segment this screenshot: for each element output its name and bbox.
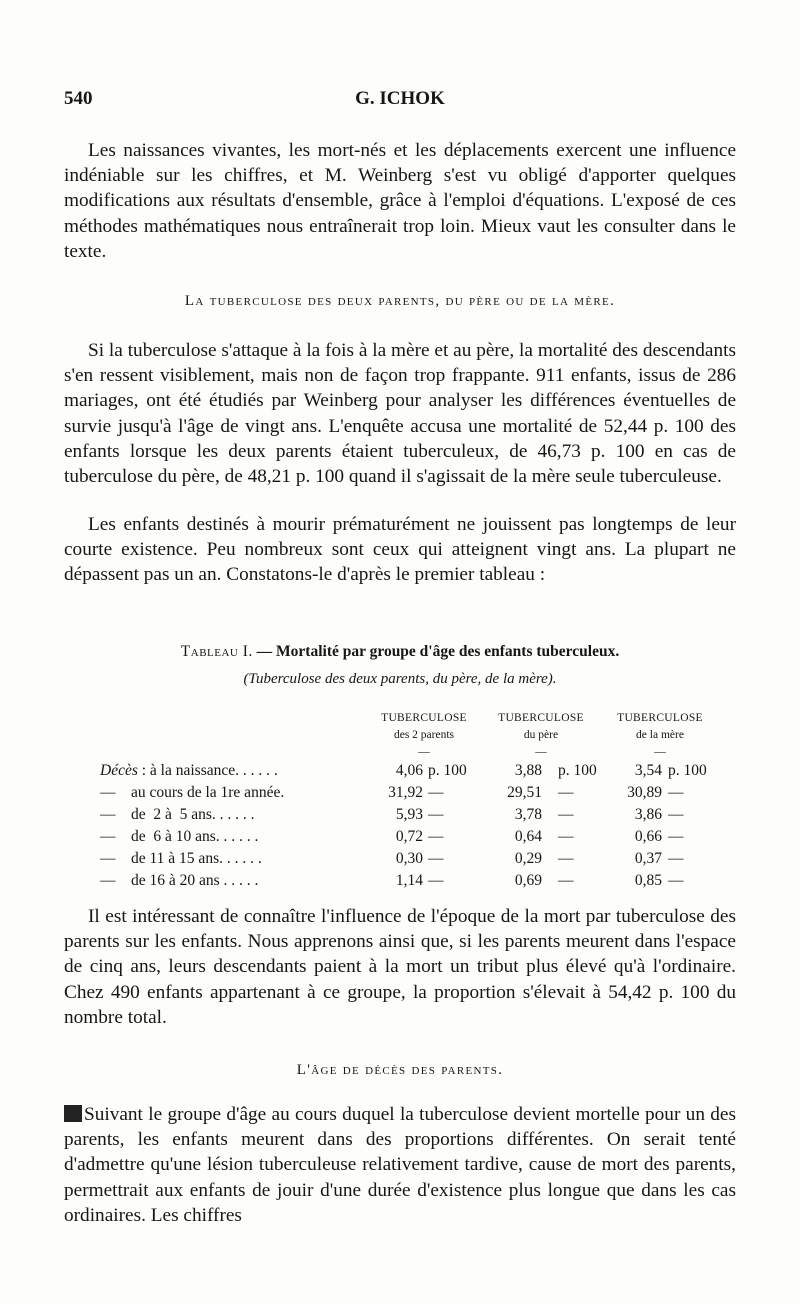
- page-number: 540: [64, 88, 93, 109]
- column-header-dash: —: [535, 746, 547, 758]
- cell-value: 0,29: [514, 850, 542, 867]
- cell-value: 3,78: [514, 806, 542, 823]
- table-row: [100, 806, 720, 828]
- cell-unit: —: [428, 828, 444, 845]
- row-label: — de 6 à 10 ans. . . . . .: [100, 828, 259, 845]
- column-header-line2: de la mère: [636, 729, 684, 741]
- cell-unit: —: [558, 806, 574, 823]
- column-header-mother: [600, 710, 720, 761]
- cell-unit: —: [558, 784, 574, 801]
- paragraph-weinberg-study: Si la tuberculose s'attaque à la fois à la mère et au père, la mortalité des descendants s'en ressent visiblement, mais non de façon trop frappante. 911 enfants, issus de 286 mariages, ont été étudiés par Weinberg pour analyser les différences éventuelles de survie jusqu'à l'âge de vingt ans. L'enquête accusa une mortalité de 52,44 p. 100 des enfants lorsque les deux parents étaient tuberculeux, de 46,73 p. 100 en cas de tuberculose du père, de 48,21 p. 100 quand il s'agissait de la mère seule tuberculeuse.: [64, 340, 736, 488]
- column-header-dash: —: [418, 746, 430, 758]
- cell-unit: —: [668, 784, 684, 801]
- cell-value: 0,64: [514, 828, 542, 845]
- cell-value: 0,66: [634, 828, 662, 845]
- column-header-line1: TUBERCULOSE: [617, 712, 703, 724]
- table-row: [100, 850, 720, 872]
- cell-unit: —: [428, 784, 444, 801]
- cell-value: 0,69: [514, 872, 542, 889]
- column-header-line1: TUBERCULOSE: [381, 712, 467, 724]
- cell-unit: —: [428, 850, 444, 867]
- table-title-label: Tableau I.: [180, 643, 253, 660]
- column-header-line2: du père: [523, 729, 559, 741]
- cell-unit: —: [428, 872, 444, 889]
- column-header-both-parents: [364, 710, 484, 761]
- cell-value: 0,30: [395, 850, 423, 867]
- cell-unit: —: [558, 872, 574, 889]
- cell-value: 29,51: [507, 784, 542, 801]
- cell-value: 0,85: [634, 872, 662, 889]
- cell-value: 0,72: [395, 828, 423, 845]
- cell-value: 4,06: [395, 762, 423, 779]
- paragraph-age-groups: Suivant le groupe d'âge au cours duquel la tuberculose devient mortelle pour un des parents, les enfants meurent dans des proportions différentes. On serait tenté d'admettre qu'une lésion tuberculeuse relativement tardive, cause de mort des parents, permettrait aux enfants de jouir d'une durée d'existence plus longue que dans les cas ordinaires. Les chiffres: [64, 1104, 736, 1226]
- paragraph-premature-death: Les enfants destinés à mourir prématurément ne jouissent pas longtemps de leur courte existence. Peu nombreux sont ceux qui atteignent vingt ans. La plupart ne dépassent pas un an. Constatons-le d'après le premier tableau :: [64, 514, 736, 586]
- row-label: — au cours de la 1re année.: [100, 784, 285, 801]
- table-row: [100, 762, 720, 784]
- cell-value: 3,86: [634, 806, 662, 823]
- cell-value: 5,93: [395, 806, 423, 823]
- column-header-dash: —: [654, 746, 666, 758]
- table-row: [100, 872, 720, 894]
- row-label: — de 2 à 5 ans. . . . . .: [100, 806, 255, 823]
- cell-unit: —: [428, 806, 444, 823]
- scan-artifact-icon: [64, 1105, 82, 1122]
- cell-value: 30,89: [627, 784, 662, 801]
- table-row: [100, 828, 720, 850]
- table-title: [64, 643, 736, 661]
- cell-unit: —: [668, 872, 684, 889]
- cell-unit: —: [558, 828, 574, 845]
- cell-unit: p. 100: [558, 762, 597, 779]
- column-header-father: [481, 710, 601, 761]
- column-header-line2: des 2 parents: [393, 729, 455, 741]
- row-label: — de 16 à 20 ans . . . . .: [100, 872, 259, 889]
- cell-unit: —: [668, 806, 684, 823]
- section-title-parents: La tuberculose des deux parents, du père ou de la mère.: [184, 293, 616, 309]
- cell-unit: —: [668, 828, 684, 845]
- cell-unit: p. 100: [668, 762, 707, 779]
- row-label: — de 11 à 15 ans. . . . . .: [100, 850, 262, 867]
- table-subtitle: (Tuberculose des deux parents, du père, de la mère).: [243, 671, 557, 687]
- cell-value: 0,37: [634, 850, 662, 867]
- cell-unit: —: [668, 850, 684, 867]
- section-title-parents-age: L'âge de décès des parents.: [296, 1062, 504, 1078]
- cell-value: 3,54: [634, 762, 662, 779]
- running-title: G. ICHOK: [355, 88, 445, 109]
- column-header-line1: TUBERCULOSE: [498, 712, 584, 724]
- paragraph-intro: Les naissances vivantes, les mort-nés et les déplacements exercent une influence indéniable sur les chiffres, et M. Weinberg s'est vu obligé d'apporter quelques modifications aux résultats d'ensemble, grâce à l'emploi d'équations. L'exposé de ces méthodes mathématiques nous entraînerait trop loin. Mieux vaut les consulter dans le texte.: [64, 140, 736, 262]
- page-header: [64, 88, 736, 114]
- cell-unit: p. 100: [428, 762, 467, 779]
- cell-value: 31,92: [388, 784, 423, 801]
- cell-unit: —: [558, 850, 574, 867]
- cell-value: 3,88: [514, 762, 542, 779]
- paragraph-parents-death-timing: Il est intéressant de connaître l'influence de l'époque de la mort par tuberculose des parents sur les enfants. Nous apprenons ainsi que, si les parents meurent dans l'espace de cinq ans, leurs descendants paient à la mort un tribut plus élevé qu'à l'ordinaire. Chez 490 enfants appartenant à ce groupe, la proportion s'élevait à 54,42 p. 100 du nombre total.: [64, 906, 736, 1028]
- table-title-text: — Mortalité par groupe d'âge des enfants tuberculeux.: [252, 643, 620, 660]
- table-row: [100, 784, 720, 806]
- cell-value: 1,14: [395, 872, 423, 889]
- row-label: Décès : à la naissance. . . . . .: [100, 762, 278, 779]
